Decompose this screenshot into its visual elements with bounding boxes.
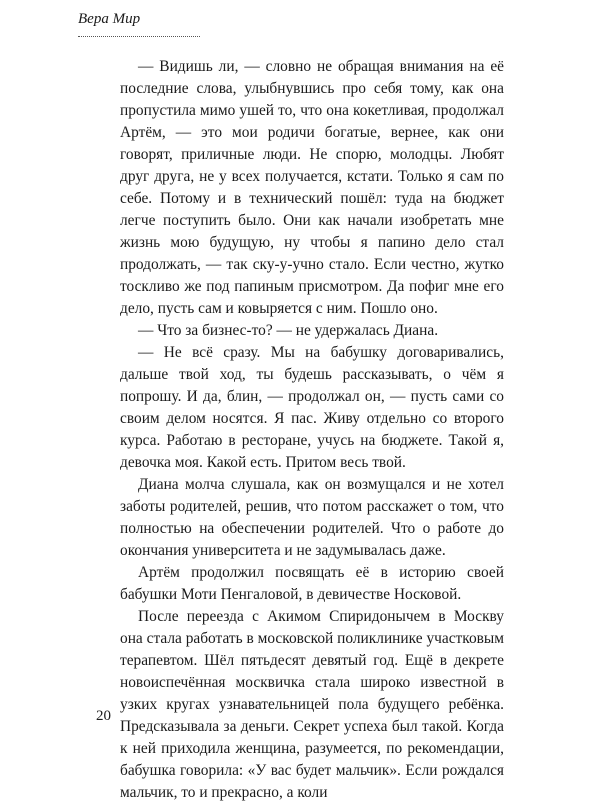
page-number: 20 (96, 708, 111, 724)
paragraph: — Что за бизнес-то? — не удержалась Диана. (138, 322, 439, 339)
paragraph: После переезда с Акимом Спиридонычем в Москву она стала работать в московской поликлинике участковым терапевтом. Шёл пятьдесят девятый год. Ещё в декрете новоиспечённая москвичка стала широко известной в узких кругах узнавательницей пола будущего ребёнка. Предсказывала за деньги. Секрет успеха был такой. Когда к ней приходила женщина, разумеется, по рекомендации, бабушка говорила: «У вас будет мальчик». Если рождался мальчик, то и прекрасно, а коли (120, 608, 504, 801)
paragraph: — Видишь ли, — словно не обращая внимания на её последние слова, улыбнувшись про себя тому, как она пропустила мимо ушей то, что она кокетливая, продолжал Артём, — это мои родичи богатые, вернее, как они говорят, приличные люди. Не спорю, молодцы. Любят друг друга, не у всех получается, кстати. Только я сам по себе. Потому и в технический пошёл: туда на бюджет легче поступить было. Они как начали изобретать мне жизнь мою будущую, ну чтобы я папино дело стал продолжать, — так ску-у-учно стало. Если честно, жутко тоскливо же под папиным присмотром. Да пофиг мне его дело, пусть сам и ковыряется с ним. Пошло оно. (120, 58, 504, 317)
running-head: Вера Мир (78, 11, 141, 27)
body-text (120, 56, 504, 804)
running-head-rule (78, 36, 200, 37)
paragraph: Диана молча слушала, как он возмущался и не хотел заботы родителей, решив, что потом расскажет о том, что полностью на обеспечении родителей. Что о работе до окончания университета и не задумывалась даже. (120, 476, 504, 559)
paragraph: — Не всё сразу. Мы на бабушку договаривались, дальше твой ход, ты будешь рассказывать, о чём я попрошу. И да, блин, — продолжал он, — пусть сами со своим делом носятся. Я пас. Живу отдельно со второго курса. Работаю в ресторане, учусь на бюджете. Такой я, девочка моя. Какой есть. Притом весь твой. (120, 344, 504, 471)
paragraph: Артём продолжил посвящать её в историю своей бабушки Моти Пенгаловой, в девичестве Носковой. (120, 564, 504, 603)
